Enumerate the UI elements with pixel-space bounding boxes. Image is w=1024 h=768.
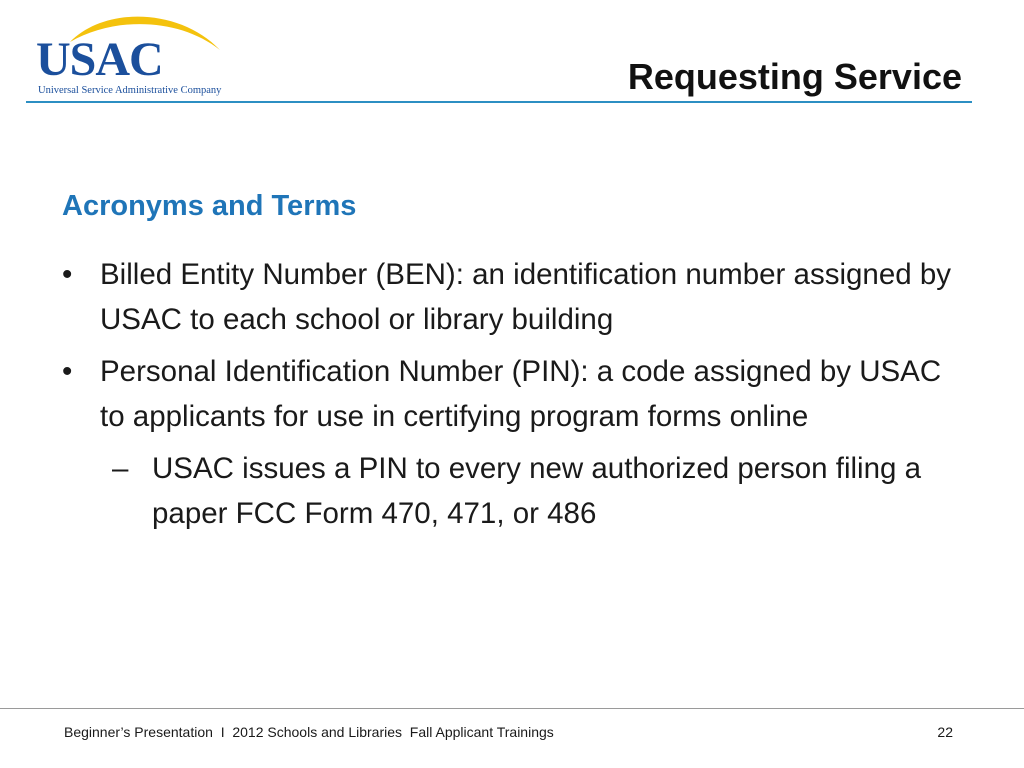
slide-title: Requesting Service <box>627 56 962 97</box>
section-heading: Acronyms and Terms <box>62 190 357 222</box>
bullet-marker: • <box>62 258 73 291</box>
footer-divider <box>0 708 1024 709</box>
sub-bullet-text: USAC issues a PIN to every new authorized person filing a paper FCC Form 470, 471, or 486 <box>152 452 922 530</box>
page-number: 22 <box>937 724 953 740</box>
usac-logo <box>30 10 230 95</box>
bullet-item-ben <box>62 252 952 342</box>
footer-text: Beginner’s Presentation I 2012 Schools and Libraries Fall Applicant Trainings <box>64 724 554 740</box>
header-divider <box>26 101 972 103</box>
sub-bullet-marker: – <box>112 452 129 485</box>
bullet-list <box>62 252 952 536</box>
sub-bullet-item-pin-issue <box>62 446 952 536</box>
bullet-text: Personal Identification Number (PIN): a code assigned by USAC to applicants for use in certifying program forms online <box>100 355 942 433</box>
bullet-item-pin <box>62 349 952 439</box>
bullet-marker: • <box>62 355 73 388</box>
bullet-text: Billed Entity Number (BEN): an identification number assigned by USAC to each school or library building <box>100 258 951 336</box>
logo-wordmark: USAC <box>36 33 163 86</box>
logo-tagline: Universal Service Administrative Company <box>38 85 222 96</box>
